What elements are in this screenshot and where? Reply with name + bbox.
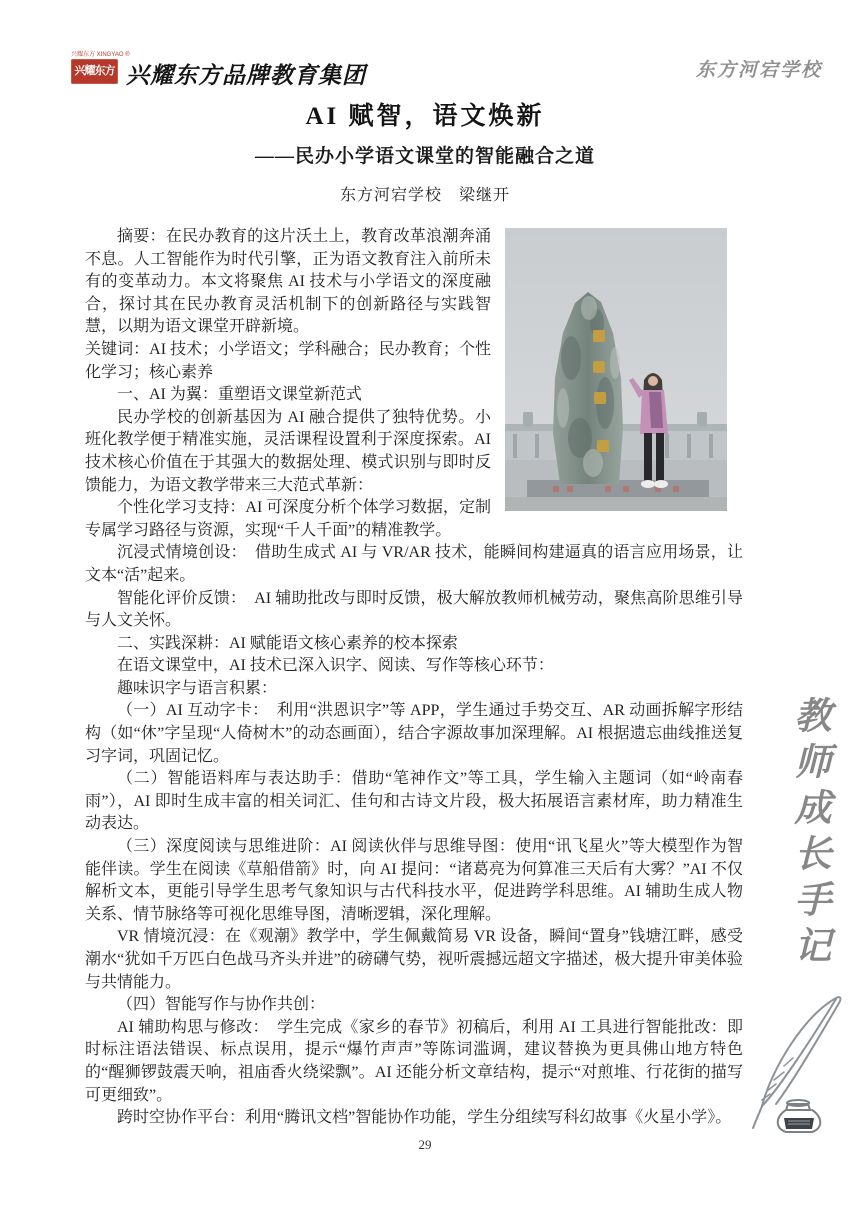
paragraph: 沉浸式情境创设： 借助生成式 AI 与 VR/AR 技术，能瞬间构建逼真的语言应用场景，让文本“活”起来。 <box>85 544 743 584</box>
paragraph: 在语文课堂中，AI 技术已深入识字、阅读、写作等核心环节： <box>117 657 554 675</box>
logo-trademark-text: 兴耀东方 XINGYAO ® <box>71 52 130 58</box>
paragraph: AI 辅助构思与修改： 学生完成《家乡的春节》初稿后，利用 AI 工具进行智能批改：即时标注语法错误、标点误用，提示“爆竹声声”等陈词滥调，建议替换为更具佛山地方特色的“醒狮锣鼓震天响，祖庙香火绕梁飘”。AI 还能分析文章结构，提示“对煎堆、行花街的描写可更细致”。 <box>85 1018 743 1104</box>
paragraph: VR 情境沉浸：在《观潮》教学中，学生佩戴简易 VR 设备，瞬间“置身”钱塘江畔，感受潮水“犹如千万匹白色战马齐头并进”的磅礴气势，视听震撼远超文字描述，极大提升审美体验与共情能力。 <box>85 928 743 991</box>
page-number: 29 <box>418 1137 432 1152</box>
article-body <box>85 226 743 1130</box>
paragraph: 智能化评价反馈： AI 辅助批改与即时反馈，极大解放教师机械劳动，聚焦高阶思维引导与人文关怀。 <box>85 589 743 630</box>
logo-seal-icon: 兴耀东方 <box>71 59 118 84</box>
paragraph: （三）深度阅读与思维进阶：AI 阅读伙伴与思维导图：使用“讯飞星火”等大模型作为智能伴读。学生在阅读《草船借箭》时，向 AI 提问：“诸葛亮为何算准三天后有大雾？”AI 不仅解析文本，更能引导学生思考气象知识与古代科技水平，促进跨学科思维。AI 辅助生成人物关系、情节脉络等可视化思维导图，清晰逻辑，深化理解。 <box>85 838 743 923</box>
paragraph: 跨时空协作平台：利用“腾讯文档”智能协作功能，学生分组续写科幻故事《火星小学》。 <box>117 1109 732 1127</box>
paragraph: （一）AI 互动字卡： 利用“洪恩识字”等 APP，学生通过手势交互、AR 动画拆解字形结构（如“休”字呈现“人倚树木”的动态画面），结合字源故事加深理解。AI 根据遗忘曲线推送复习字词，巩固记忆。 <box>85 702 743 765</box>
section-heading-1: 一、AI 为翼：重塑语文课堂新范式 <box>117 386 362 404</box>
article-title: AI 赋智，语文焕新 <box>305 103 545 130</box>
paragraph: （四）智能写作与协作共创： <box>117 996 326 1014</box>
brand-seal-logo <box>71 52 130 84</box>
article-subtitle: ——民办小学语文课堂的智能融合之道 <box>254 146 595 167</box>
article-byline: 东方河宕学校 梁继开 <box>339 187 510 204</box>
section-heading-2: 二、实践深耕：AI 赋能语文核心素养的校本探索 <box>117 634 458 652</box>
paragraph-abstract: 摘要：在民办教育的这片沃土上，教育改革浪潮奔涌不息。人工智能作为时代引擎，正为语文教育注入前所未有的变革动力。本文将聚焦 AI 技术与小学语文的深度融合，探讨其在民办教育灵活机制下的创新路径与实践智慧，以期为语文课堂开辟新境。 <box>85 228 491 336</box>
paragraph: 个性化学习支持：AI 可深度分析个体学习数据，定制专属学习路径与资源，实现“千人千面”的精准教学。 <box>85 499 491 539</box>
paragraph: 民办学校的创新基因为 AI 融合提供了独特优势。小班化教学便于精准实施，灵活课程设置利于深度探索。AI 技术核心价值在于其强大的数据处理、模式识别与即时反馈能力，为语文教学带来三大范式革新： <box>85 408 491 494</box>
brand-name: 兴耀东方品牌教育集团 <box>126 63 366 88</box>
paragraph: 趣味识字与语言积累： <box>117 679 278 697</box>
paragraph: （二）智能语料库与表达助手：借助“笔神作文”等工具，学生输入主题词（如“岭南春雨”），AI 即时生成丰富的相关词汇、佳句和古诗文片段，极大拓展语言素材库，助力精准生动表达。 <box>85 770 743 833</box>
quill-ink-icon <box>746 988 850 1140</box>
article-photo <box>505 228 727 511</box>
school-name-header: 东方河宕学校 <box>695 60 822 81</box>
margin-calligraphy-note: 教师成长手记 <box>788 696 829 972</box>
paragraph-keywords: 关键词：AI 技术；小学语文；学科融合；民办教育；个性化学习；核心素养 <box>85 340 491 381</box>
